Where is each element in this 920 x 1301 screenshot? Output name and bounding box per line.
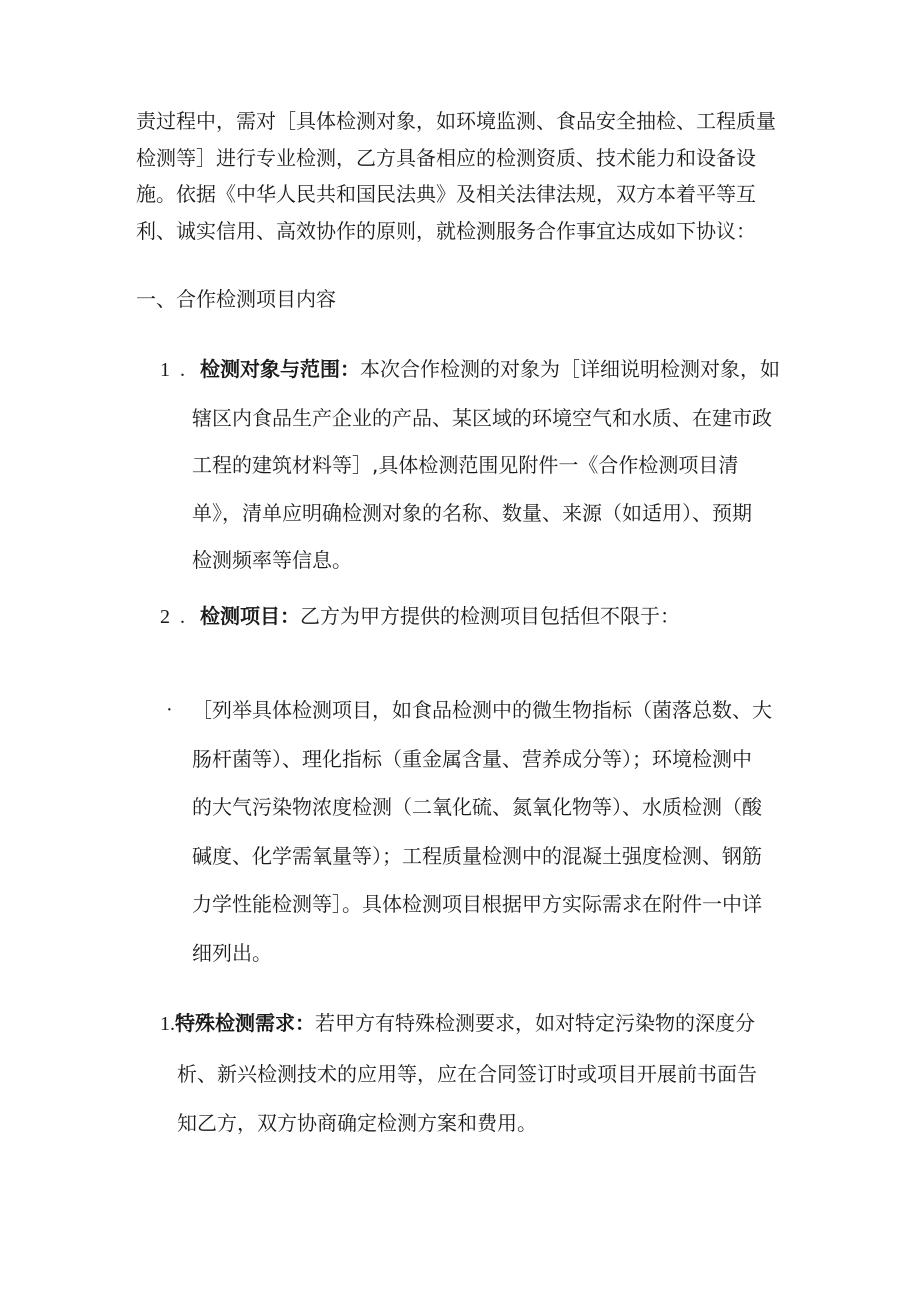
item-text: 乙方为甲方提供的检测项目包括但不限于： [300,604,680,628]
item-number: 1. [160,1013,175,1035]
item-number: 2 [160,606,170,628]
item-line: 若甲方有特殊检测要求，如对特定污染物的深度分 [315,1011,755,1035]
list-item-detection-items [160,598,800,635]
item-line: 知乙方，双方协商确定检测方案和费用。 [177,1111,537,1135]
intro-line: 利、诚实信用、高效协作的原则，就检测服务合作事宜达成如下协议： [136,218,756,243]
item-line: 析、新兴检测技术的应用等，应在合同签订时或项目开展前书面告 [177,1061,757,1086]
item-line: 工程的建筑材料等］,具体检测范围见附件一《合作检测项目清 [192,453,739,477]
intro-paragraph [136,103,796,249]
item-number-dot: . [180,606,185,628]
item-label: 特殊检测需求： [175,1011,315,1035]
item-number: 1 [160,359,170,381]
intro-line: 检测等］进行专业检测，乙方具备相应的检测资质、技术能力和设备设 [136,145,756,170]
intro-line: 责过程中，需对［具体检测对象，如环境监测、食品安全抽检、工程质量 [136,109,776,133]
item-line: 单》，清单应明确检测对象的名称、数量、来源（如适用）、预期 [192,500,752,525]
bullet-line: 碱度、化学需氧量等）；工程质量检测中的混凝土强度检测、钢筋 [192,843,762,868]
item-line: 辖区内食品生产企业的产品、某区域的环境空气和水质、在建市政 [192,405,772,430]
item-line: 本次合作检测的对象为［详细说明检测对象，如 [360,357,780,381]
intro-line: 施。依据《中华人民共和国民法典》及相关法律法规，双方本着平等互 [136,182,756,207]
bullet-line: 力学性能检测等］。具体检测项目根据甲方实际需求在附件一中详 [192,892,762,916]
item-label: 检测对象与范围： [200,357,360,381]
bullet-text [166,686,786,977]
list-item-detection-scope [160,346,800,585]
list-item-special-needs [160,999,800,1149]
bullet-line: 肠杆菌等）、理化指标（重金属含量、营养成分等）；环境检测中 [192,746,752,771]
bullet-line: ［列举具体检测项目，如食品检测中的微生物指标（菌落总数、大 [192,698,772,722]
item-number-dot: . [180,359,185,381]
bullet-line: 的大气污染物浓度检测（二氧化硫、氮氧化物等）、水质检测（酸 [192,795,762,819]
bullet-line: 细列出。 [192,940,272,965]
item-label: 检测项目： [200,604,300,628]
bullet-item-detection-list [166,685,786,977]
item-line: 检测频率等信息。 [192,548,352,572]
section-heading: 一、合作检测项目内容 [136,287,336,311]
bullet-marker: · [166,699,173,721]
